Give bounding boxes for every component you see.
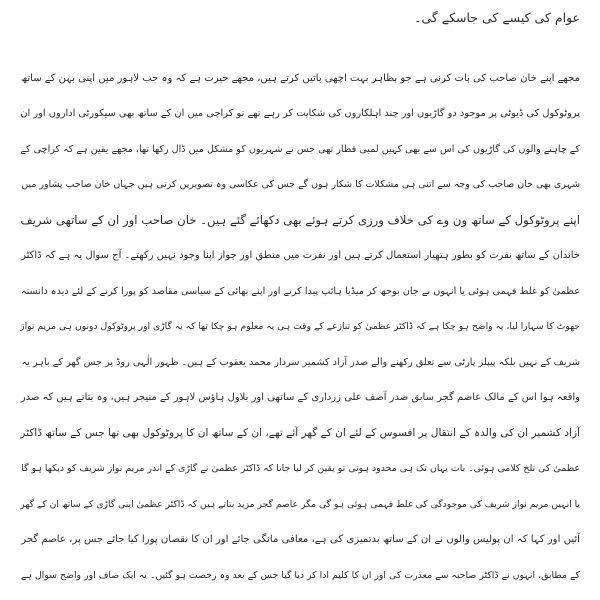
text-line: کے مطابق، انہوں نے ڈاکٹر صاحبہ سے معذرت کی اور ان کا کلیم ادا کر دیا گیا جس کے بعد وہ رخصت ہو گئیں۔ یہ ایک صاف اور واضح سوال ہے	[20, 569, 580, 581]
text-line: عظمیٰ کو غلط فہمی ہوئی یا انہوں نے جان بوجھ کر میڈیا ہائپ پیدا کرنے اور اپنے بھائی کے سیاسی مقاصد کو پورا کرنے کے لئے دیدہ دانستہ	[20, 285, 580, 297]
paragraph-gap	[20, 36, 580, 61]
text-line: عوام کی کیسے کی جاسکے گی۔	[414, 10, 580, 25]
text-line: شریف کے نہیں بلکہ پیپلز پارٹی سے تعلق رکھنے والے صدر آزاد کشمیر سردار محمد یعقوب کے ہیں۔ ظہور الٰہی روڈ پر جس گھر کے باہر یہ	[21, 356, 580, 368]
article-body	[20, 0, 580, 593]
text-line: کے چاہنے والوں کی گاڑیوں کی اس سے بھی کہیں لمبی قطار تھی جس نے شہریوں کو مشکل میں ڈال رکھا تھا، مجھے یقین ہے کہ کراچی کے	[20, 143, 580, 155]
text-line: یا انہیں مریم نواز شریف کی موجودگی کی غلط فہمی ہوئی ہو گی مگر عاصم گجر مزید بتاتے ہیں کہ ڈاکٹر عظمیٰ اپنی گاڑی کے ساتھ ان کے گھر	[20, 498, 580, 510]
text-line: خاندان کے ساتھ نفرت کو بطور ہتھیار استعمال کرتے ہیں اور نفرت میں منطق اور جواز اپنا وجود نہیں رکھتے۔ آج سوال یہ ہے کہ ڈاکٹر	[21, 250, 580, 261]
text-line: آئیں اور کہا کہ ان پولیس والوں نے ان کے ساتھ بدتمیزی کی ہے، معافی مانگی جائے اور ان کا نقصان پورا کیا جائے جس پر، عاصم گجر	[21, 534, 580, 545]
text-line: مجھے اپنے خان صاحب کی بات کرنی ہے جو بظاہر بہت اچھی باتیں کرتے ہیں، مجھے حیرت ہے کہ وہ جب لاہور میں اپنی بہن کے ساتھ	[21, 72, 580, 84]
text-line: اپنے پروٹوکول کے ساتھ ون وے کی خلاف ورزی کرتے ہوئے بھی دکھائے گئے ہیں۔ خان صاحب اور ان کے ساتھی شریف	[20, 212, 580, 227]
text-line: شہری بھی خان صاحب کی وجہ سے اتنی ہی مشکلات کا شکار ہوں گے جس کی عکاسی وہ تصویریں کرتی ہیں جہاں خان صاحب پشاور میں	[21, 179, 580, 190]
text-line: آزاد کشمیر ان کی والدہ کے انتقال پر افسوس کے لئے ان کے گھر آئے تھے، ان کے ساتھ ان کا پروٹوکول بھی تھا جس کے ساتھ ڈاکٹر	[20, 426, 580, 439]
text-line: جھوٹ کا سہارا لیا، یہ واضح ہو چکا ہے کہ ڈاکٹر عظمیٰ کو تنازعے کے وقت ہی یہ معلوم ہو چکا تھا کہ یہ گاڑی اور پروٹوکول دونوں ہی مریم نواز	[20, 321, 580, 332]
text-line: پروٹوکول کی ڈیوٹی پر موجود دو گاڑیوں اور چند اہلکاروں کی شکایت کر رہے تھے تو کراچی میں ان کے ساتھ بھی سیکورٹی اداروں اور ان	[20, 108, 580, 119]
text-line: عظمیٰ کی تلخ کلامی ہوئی۔ بات یہاں تک ہی محدود ہوتی تو یقین کر لیا جاتا کہ ڈاکٹر عظمیٰ نے گاڑی کے اندر مریم نواز شریف کو دیکھا ہو گا	[21, 463, 580, 474]
text-line: واقعہ ہوا اس کے مالک عاصم گجر سابق صدر آصف علی زرداری کے ساتھی اور بلاول ہاؤس لاہور کے منیجر ہیں، وہ بتاتے ہیں کہ صدر	[20, 392, 580, 403]
